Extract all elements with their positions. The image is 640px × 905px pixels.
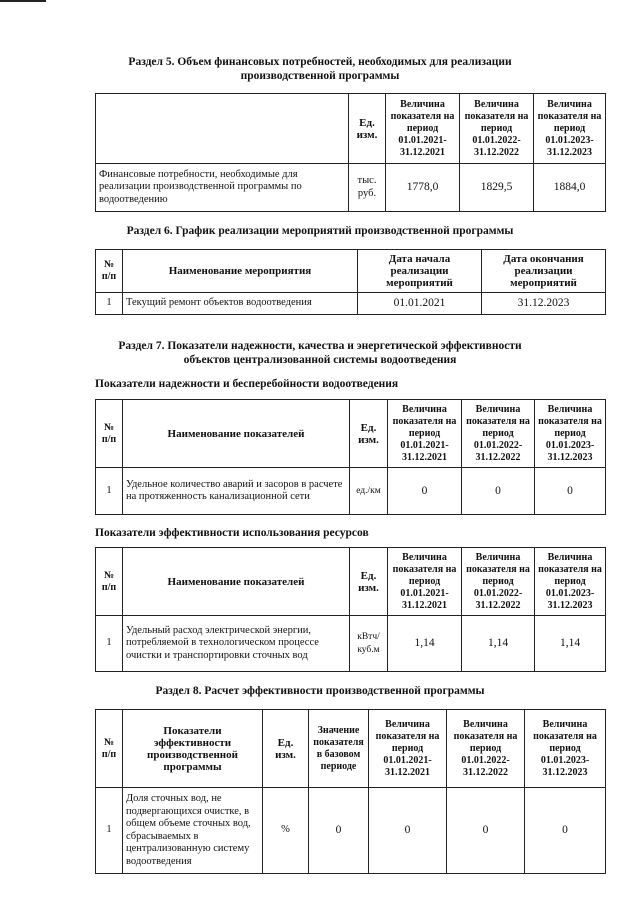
efficiency-calculation-table [95,709,606,874]
header-period-2021: Величина показателя на период 01.01.2021-31.12.2021 [388,400,462,468]
top-border-line [0,0,46,2]
row-value-2022: 0 [462,468,535,515]
header-period-2023: Величина показателя на период 01.01.2023-31.12.2023 [534,94,606,164]
section-7-title: Раздел 7. Показатели надежности, качества и энергетической эффективности объектов централизованной системы водоотведения [118,340,522,366]
header-number: № п/п [96,548,123,616]
header-period-2021: Величина показателя на период 01.01.2021-31.12.2021 [369,710,447,788]
header-unit: Ед. изм. [263,710,309,788]
header-period-2021: Величина показателя на период 01.01.2021-31.12.2021 [386,94,460,164]
resource-efficiency-table [95,547,606,672]
header-period-2023: Величина показателя на период 01.01.2023-31.12.2023 [525,710,606,788]
header-empty [96,94,349,164]
resource-efficiency-subheading: Показатели эффективности использования ресурсов [95,527,369,539]
row-value-2023: 0 [535,468,606,515]
header-period-2023: Величина показателя на период 01.01.2023-31.12.2023 [535,548,606,616]
header-period-2021: Величина показателя на период 01.01.2021-31.12.2021 [388,548,462,616]
row-value-2021: 0 [369,788,447,874]
financial-needs-table [95,93,606,212]
row-indicator-name: Удельный расход электрической энергии, потребляемой в технологическом процессе очистки и транспортировки сточных вод [123,616,350,672]
row-value-2021: 0 [388,468,462,515]
row-start-date: 01.01.2021 [358,293,482,315]
row-value-2021: 1778,0 [386,164,460,212]
row-number: 1 [96,616,123,672]
header-unit: Ед. изм. [350,548,388,616]
header-start-date: Дата начала реализации мероприятий [358,250,482,293]
row-value-2023: 0 [525,788,606,874]
row-value-2022: 0 [447,788,525,874]
row-name: Финансовые потребности, необходимые для реализации производственной программы по водоотведению [96,164,349,212]
row-unit: кВтч/ куб.м [350,616,388,672]
row-value-2021: 1,14 [388,616,462,672]
row-number: 1 [96,468,123,515]
header-unit: Ед. изм. [349,94,386,164]
row-indicator-name: Удельное количество аварий и засоров в расчете на протяженность канализационной сети [123,468,350,515]
row-base-value: 0 [309,788,369,874]
section-5-title: Раздел 5. Объем финансовых потребностей, необходимых для реализации производственной программы [128,56,512,82]
header-period-2022: Величина показателя на период 01.01.2022-31.12.2022 [460,94,534,164]
row-indicator-name: Доля сточных вод, не подвергающихся очистке, в общем объеме сточных вод, сбрасываемых в централизованную систему водоотведения [123,788,263,874]
header-activity-name: Наименование мероприятия [123,250,358,293]
row-end-date: 31.12.2023 [482,293,606,315]
row-unit: ед./км [350,468,388,515]
row-number: 1 [96,293,123,315]
header-number: № п/п [96,400,123,468]
row-number: 1 [96,788,123,874]
header-period-2022: Величина показателя на период 01.01.2022-31.12.2022 [447,710,525,788]
header-base-value: Значение показателя в базовом периоде [309,710,369,788]
header-period-2023: Величина показателя на период 01.01.2023-31.12.2023 [535,400,606,468]
row-unit: % [263,788,309,874]
row-value-2022: 1829,5 [460,164,534,212]
header-unit: Ед. изм. [350,400,388,468]
row-activity-name: Текущий ремонт объектов водоотведения [123,293,358,315]
header-number: № п/п [96,710,123,788]
header-indicator-name: Наименование показателей [123,548,350,616]
header-indicator-name: Наименование показателей [123,400,350,468]
reliability-table [95,399,606,515]
reliability-subheading: Показатели надежности и бесперебойности водоотведения [95,378,399,390]
row-unit: тыс. руб. [349,164,386,212]
schedule-table [95,249,606,315]
row-value-2022: 1,14 [462,616,535,672]
row-value-2023: 1884,0 [534,164,606,212]
header-period-2022: Величина показателя на период 01.01.2022-31.12.2022 [462,548,535,616]
section-8-title: Раздел 8. Расчет эффективности производственной программы [155,685,485,697]
header-indicator-name: Показатели эффективности производственной программы [123,710,263,788]
header-end-date: Дата окончания реализации мероприятий [482,250,606,293]
header-number: № п/п [96,250,123,293]
section-6-title: Раздел 6. График реализации мероприятий производственной программы [126,225,514,237]
header-period-2022: Величина показателя на период 01.01.2022-31.12.2022 [462,400,535,468]
row-value-2023: 1,14 [535,616,606,672]
